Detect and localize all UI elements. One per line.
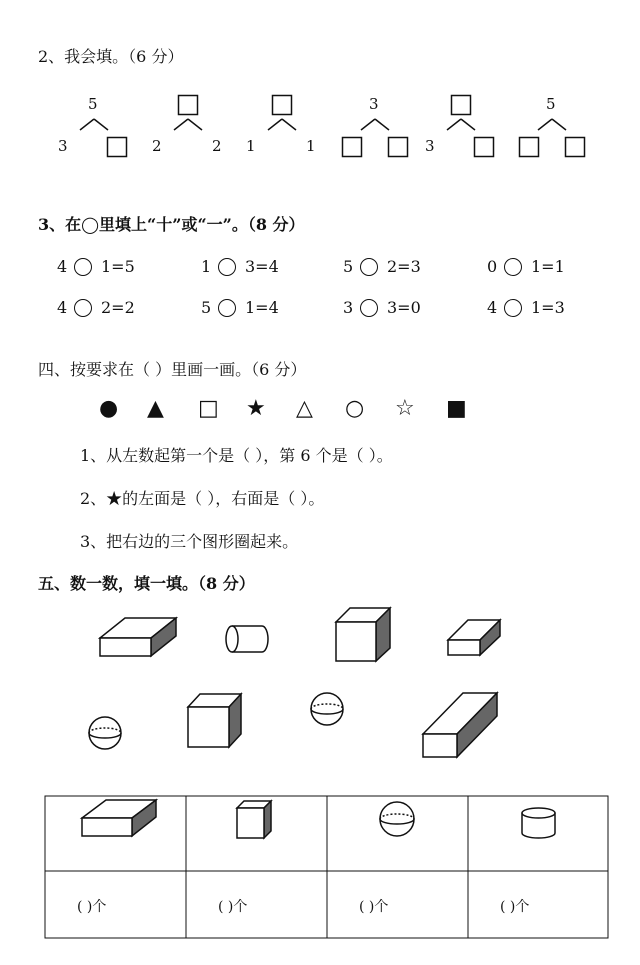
operator-circle[interactable] xyxy=(504,258,522,276)
tree-left-box[interactable] xyxy=(343,138,362,157)
equation-right-part: 1=1 xyxy=(531,257,565,276)
tree-left-box[interactable] xyxy=(520,138,539,157)
cube-shape xyxy=(336,608,390,661)
equation-left-number: 4 xyxy=(57,257,68,276)
tree-branch xyxy=(174,119,188,130)
operator-circle[interactable] xyxy=(218,258,236,276)
operator-circle[interactable] xyxy=(74,299,92,317)
tree-branch xyxy=(80,119,94,130)
square-outline-icon: □ xyxy=(198,396,219,421)
filled-triangle-icon: ▲ xyxy=(147,396,164,421)
equation-left-number: 4 xyxy=(487,298,498,317)
section-2-title: 2、我会填。（6 分） xyxy=(38,47,184,66)
operator-circle[interactable] xyxy=(360,299,378,317)
tree-top-box[interactable] xyxy=(179,96,198,115)
operator-circle[interactable] xyxy=(504,299,522,317)
tree-top-number: 5 xyxy=(546,95,556,113)
tree-left-number: 1 xyxy=(246,137,256,155)
tree-right-box[interactable] xyxy=(389,138,408,157)
tree-branch xyxy=(461,119,475,130)
tree-top-box[interactable] xyxy=(273,96,292,115)
flat-cuboid-shape xyxy=(100,618,176,656)
equation-left-number: 5 xyxy=(343,257,354,276)
equation-right-part: 2=2 xyxy=(101,298,135,317)
equation-left-number: 5 xyxy=(201,298,212,317)
tree-branch xyxy=(447,119,461,130)
filled-star-icon: ★ xyxy=(246,396,266,421)
table-cylinder-icon xyxy=(522,808,555,838)
equation-right-part: 1=3 xyxy=(531,298,565,317)
cylinder-shape xyxy=(226,626,268,652)
operator-circle[interactable] xyxy=(218,299,236,317)
sphere-shape xyxy=(89,717,121,749)
tree-branch xyxy=(361,119,375,130)
tree-branch xyxy=(268,119,282,130)
equation-right-part: 2=3 xyxy=(387,257,421,276)
tree-branch xyxy=(282,119,296,130)
equation-right-part: 3=4 xyxy=(245,257,279,276)
tree-right-number: 2 xyxy=(212,137,222,155)
small-cuboid-shape xyxy=(448,620,500,655)
equation-right-part: 1=5 xyxy=(101,257,135,276)
tree-branch xyxy=(375,119,389,130)
tree-branch xyxy=(94,119,108,130)
table-cube-icon xyxy=(237,801,271,838)
tree-branch xyxy=(552,119,566,130)
section-5-title: 五、数一数，填一填。（8 分） xyxy=(38,574,255,593)
tree-right-box[interactable] xyxy=(566,138,585,157)
operator-circle[interactable] xyxy=(360,258,378,276)
count-cell-cube[interactable]: ( )个 xyxy=(218,899,248,915)
count-cell-sphere[interactable]: ( )个 xyxy=(359,899,389,915)
tree-right-number: 1 xyxy=(306,137,316,155)
tree-left-number: 3 xyxy=(58,137,68,155)
equation-left-number: 3 xyxy=(343,298,354,317)
tree-top-number: 5 xyxy=(88,95,98,113)
question-2: 2、★的左面是（ ），右面是（ ）。 xyxy=(80,489,325,508)
star-outline-icon: ☆ xyxy=(395,396,415,421)
tree-branch xyxy=(538,119,552,130)
question-1: 1、从左数起第一个是（ ），第 6 个是（ ）。 xyxy=(80,446,393,465)
solid-shapes xyxy=(82,608,555,838)
question-3: 3、把右边的三个图形圈起来。 xyxy=(80,532,299,551)
section-3-title: 3、在◯里填上“十”或“一”。（8 分） xyxy=(38,215,305,234)
count-cell-flat-cuboid[interactable]: ( )个 xyxy=(77,899,107,915)
tree-left-number: 2 xyxy=(152,137,162,155)
tree-right-box[interactable] xyxy=(475,138,494,157)
cube-shape xyxy=(188,694,241,747)
long-cuboid-shape xyxy=(423,693,497,757)
circle-outline-icon: ○ xyxy=(345,396,365,421)
equation-left-number: 1 xyxy=(201,257,212,276)
filled-circle-icon: ● xyxy=(99,396,119,421)
count-cell-cylinder[interactable]: ( )个 xyxy=(500,899,530,915)
equation-right-part: 1=4 xyxy=(245,298,279,317)
filled-square-icon: ■ xyxy=(446,396,467,421)
sphere-shape xyxy=(311,693,343,725)
tree-top-box[interactable] xyxy=(452,96,471,115)
tree-branch xyxy=(188,119,202,130)
triangle-outline-icon: △ xyxy=(296,396,313,421)
tree-top-number: 3 xyxy=(369,95,379,113)
equation-left-number: 0 xyxy=(487,257,498,276)
table-flat-cuboid-icon xyxy=(82,800,156,836)
section-4-title: 四、按要求在（ ）里画一画。（6 分） xyxy=(38,360,307,379)
tree-left-number: 3 xyxy=(425,137,435,155)
equation-right-part: 3=0 xyxy=(387,298,421,317)
tree-right-box[interactable] xyxy=(108,138,127,157)
table-sphere-icon xyxy=(380,802,414,836)
equation-left-number: 4 xyxy=(57,298,68,317)
operator-circle[interactable] xyxy=(74,258,92,276)
